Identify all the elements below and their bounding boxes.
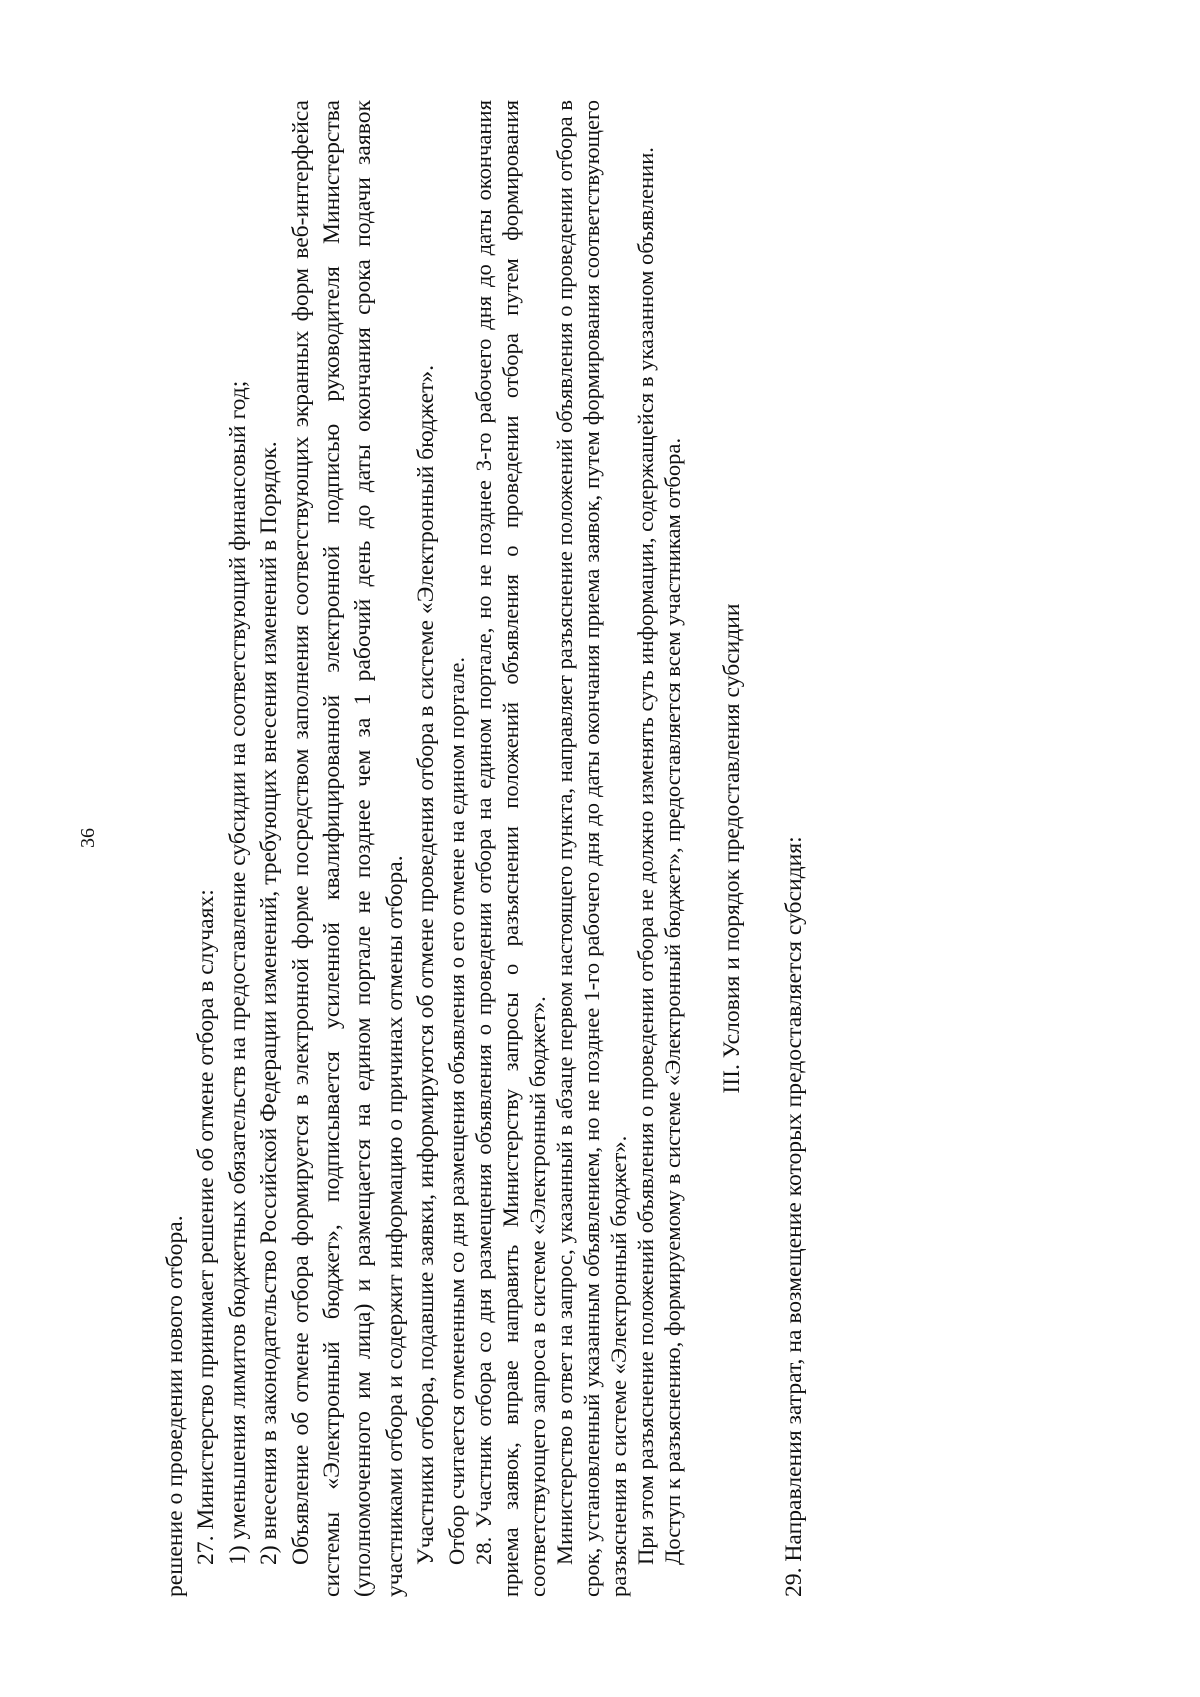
document-body [160,100,880,1597]
paragraph: Участники отбора, подавшие заявки, информируются об отмене проведения отбора в системе «Электронный бюджет». [413,364,440,1565]
paragraph: решение о проведении нового отбора. [162,1215,188,1597]
paragraph: Министерство в ответ на запрос, указанный в абзаце первом настоящего пункта, направляет разъяснение положений объявления о проведении отбора в срок, установленный указанным объявлением, но не позднее 1-го рабочего дня до даты окончания приема заявок, путем формирования соответствующего разъяснения в системе «Электронный бюджет». [551,100,631,1597]
section-heading: III. Условия и порядок предоставления субсидии [718,603,745,1094]
paragraph: Доступ к разъяснению, формируемому в системе «Электронный бюджет», предоставляется всем участникам отбора. [659,437,685,1565]
paragraph: Отбор считается отмененным со дня размещения объявления о его отмене на едином портале. [443,656,469,1565]
closing-paragraph: 29. Направления затрат, на возмещение которых предоставляется субсидия: [781,836,808,1597]
paragraph: 27. Министерство принимает решение об отмене отбора в случаях: [193,889,220,1565]
page-number: 36 [77,828,99,848]
paragraph: 1) уменьшения лимитов бюджетных обязательств на предоставление субсидии на соответствующий финансовый год; [224,380,251,1565]
paragraph: Объявление об отмене отбора формируется в электронной форме посредством заполнения соответствующих экранных форм веб-интерфейса системы «Электронный бюджет», подписывается усиленной квалифицированной электронной подписью руководителя Министерства (уполномоченного им лица) и размещается на едином портале не позднее чем за 1 рабочий день до даты окончания срока подачи заявок участниками отбора и содержит информацию о причинах отмены отбора. [287,100,408,1597]
paragraph: 28. Участник отбора со дня размещения объявления о проведении отбора на едином портале, но не позднее 3-го рабочего дня до даты окончания приема заявок, вправе направить Министерству запросы о разъяснении положений объявления о проведении отбора путем формирования соответствующего запроса в системе «Электронный бюджет». [470,100,550,1597]
paragraph: 2) внесения в законодательство Российской Федерации изменений, требующих внесения изменений в Порядок. [256,441,283,1565]
paragraph: При этом разъяснение положений объявления о проведении отбора не должно изменять суть информации, содержащейся в указанном объявлении. [632,147,658,1565]
